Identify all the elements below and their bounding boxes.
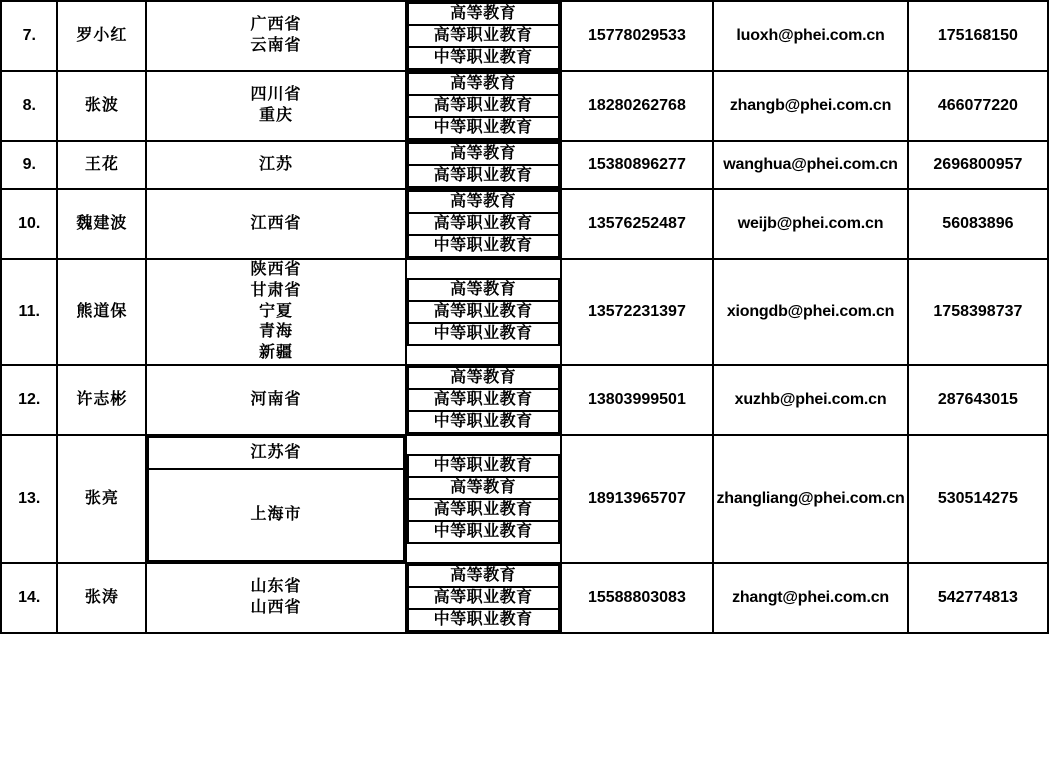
qq-number: 287643015 [908, 365, 1048, 435]
region-cell [146, 435, 405, 563]
contact-name: 张亮 [57, 435, 146, 563]
education-level: 中等职业教育 [408, 455, 559, 477]
contact-name: 熊道保 [57, 259, 146, 365]
region-cell [146, 189, 405, 259]
region-name: 广西省 [250, 16, 302, 34]
table-row [1, 1, 1048, 71]
region-name: 重庆 [259, 107, 294, 124]
education-level: 中等职业教育 [408, 117, 559, 139]
row-index: 10. [1, 189, 57, 259]
region-cell [146, 141, 405, 189]
qq-number: 530514275 [908, 435, 1048, 563]
region-cell [146, 365, 405, 435]
region-name: 河南省 [250, 390, 302, 408]
region-name: 宁夏 [259, 302, 294, 320]
education-level: 高等教育 [408, 3, 559, 25]
contact-name: 魏建波 [57, 189, 146, 259]
education-level: 高等职业教育 [408, 213, 559, 235]
region-cell [146, 1, 405, 71]
contact-name: 罗小红 [57, 1, 146, 71]
education-level: 中等职业教育 [408, 323, 559, 345]
level-cell [406, 563, 561, 633]
education-level: 高等教育 [408, 367, 559, 389]
region-name: 甘肃省 [250, 281, 302, 299]
education-level: 高等职业教育 [408, 95, 559, 117]
level-cell [406, 189, 561, 259]
email-address: xiongdb@phei.com.cn [713, 259, 908, 365]
phone-number: 15778029533 [561, 1, 714, 71]
email-address: zhangliang@phei.com.cn [713, 435, 908, 563]
email-address: zhangt@phei.com.cn [713, 563, 908, 633]
phone-number: 18280262768 [561, 71, 714, 141]
region-cell [146, 71, 405, 141]
region-name: 陕西省 [250, 261, 302, 278]
region-name: 四川省 [250, 86, 302, 104]
region-cell [146, 563, 405, 633]
level-cell [406, 435, 561, 563]
row-index: 12. [1, 365, 57, 435]
contact-name: 许志彬 [57, 365, 146, 435]
table-row [1, 259, 1048, 365]
row-index: 14. [1, 563, 57, 633]
education-level: 中等职业教育 [408, 47, 559, 69]
row-index: 9. [1, 141, 57, 189]
education-level: 高等教育 [408, 279, 559, 301]
row-index: 8. [1, 71, 57, 141]
education-level: 高等职业教育 [408, 25, 559, 47]
email-address: xuzhb@phei.com.cn [713, 365, 908, 435]
table-row [1, 563, 1048, 633]
region-name: 江西省 [250, 214, 302, 232]
contact-name: 王花 [57, 141, 146, 189]
region-name: 山西省 [250, 598, 302, 616]
contact-name: 张波 [57, 71, 146, 141]
region-name: 上海市 [148, 469, 403, 561]
education-level: 中等职业教育 [408, 235, 559, 257]
region-name: 江苏 [259, 155, 294, 173]
phone-number: 18913965707 [561, 435, 714, 563]
qq-number: 542774813 [908, 563, 1048, 633]
qq-number: 1758398737 [908, 259, 1048, 365]
education-level: 高等职业教育 [408, 165, 559, 187]
row-index: 13. [1, 435, 57, 563]
table-row [1, 189, 1048, 259]
level-cell [406, 365, 561, 435]
education-level: 高等教育 [408, 73, 559, 95]
phone-number: 15380896277 [561, 141, 714, 189]
phone-number: 13572231397 [561, 259, 714, 365]
row-index: 7. [1, 1, 57, 71]
table-row [1, 141, 1048, 189]
level-cell [406, 71, 561, 141]
table-body [1, 1, 1048, 633]
education-level: 高等职业教育 [408, 389, 559, 411]
contact-name: 张涛 [57, 563, 146, 633]
education-level: 中等职业教育 [408, 609, 559, 631]
education-level: 中等职业教育 [408, 411, 559, 433]
education-level: 中等职业教育 [408, 521, 559, 543]
table-row [1, 435, 1048, 563]
email-address: luoxh@phei.com.cn [713, 1, 908, 71]
region-name: 新疆 [259, 344, 294, 362]
table-row [1, 365, 1048, 435]
region-name: 江苏省 [148, 437, 403, 469]
level-cell [406, 1, 561, 71]
qq-number: 175168150 [908, 1, 1048, 71]
region-name: 青海 [259, 323, 294, 341]
email-address: weijb@phei.com.cn [713, 189, 908, 259]
table-row [1, 71, 1048, 141]
row-index: 11. [1, 259, 57, 365]
education-level: 高等教育 [408, 477, 559, 499]
level-cell [406, 141, 561, 189]
email-address: zhangb@phei.com.cn [713, 71, 908, 141]
education-level: 高等职业教育 [408, 587, 559, 609]
qq-number: 56083896 [908, 189, 1048, 259]
phone-number: 13576252487 [561, 189, 714, 259]
education-level: 高等教育 [408, 565, 559, 587]
qq-number: 466077220 [908, 71, 1048, 141]
education-level: 高等教育 [408, 143, 559, 165]
qq-number: 2696800957 [908, 141, 1048, 189]
region-cell [146, 259, 405, 365]
region-name: 山东省 [250, 578, 302, 596]
email-address: wanghua@phei.com.cn [713, 141, 908, 189]
level-cell [406, 259, 561, 365]
education-level: 高等职业教育 [408, 499, 559, 521]
region-name: 云南省 [250, 37, 302, 54]
phone-number: 13803999501 [561, 365, 714, 435]
phone-number: 15588803083 [561, 563, 714, 633]
education-level: 高等教育 [408, 191, 559, 213]
education-level: 高等职业教育 [408, 301, 559, 323]
